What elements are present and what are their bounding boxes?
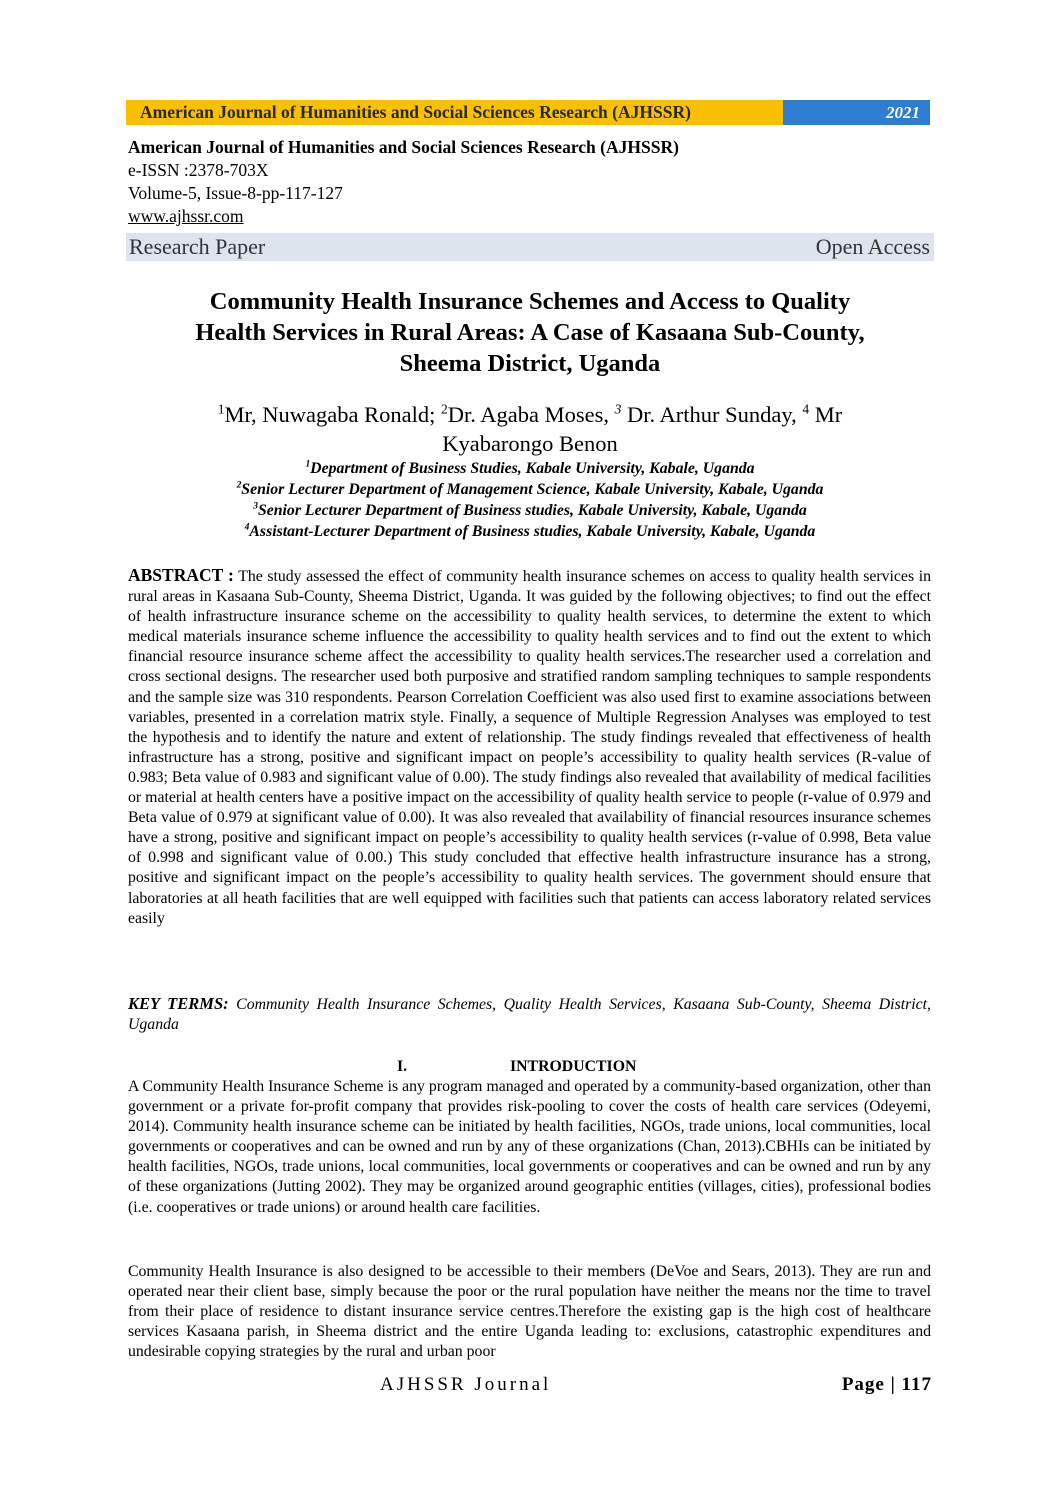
abstract-label: ABSTRACT :: [128, 565, 234, 585]
author-name: Mr, Nuwagaba Ronald;: [224, 402, 441, 427]
affiliation: [126, 479, 934, 500]
section-number: I.: [397, 1058, 408, 1075]
affiliation: [126, 521, 934, 542]
abstract-text: The study assessed the effect of community health insurance schemes on access to quality health services in rural areas in Kasaana Sub-County, Sheema District, Uganda. It was guided by the following objectives; to find out the effect of health infrastructure insurance scheme on the accessibility to quality health services, to determine the extent to which medical materials insurance scheme influence the accessibility to quality health services and to find out the extent to which financial resource insurance scheme affect the accessibility to quality health services.The researcher used a correlation and cross sectional designs. The researcher used both purposive and stratified random sampling techniques to sample respondents and the sample size was 310 respondents. Pearson Correlation Coefficient was also used first to examine associations between variables, presented in a correlation matrix style. Finally, a sequence of Multiple Regression Analyses was employed to test the hypothesis and to identify the nature and extent of relationship. The study findings revealed that effectiveness of health infrastructure has a strong, positive and significant impact on people’s accessibility to quality health services (R-value of 0.983; Beta value of 0.983 and significant value of 0.00). The study findings also revealed that availability of medical facilities or material at health centers have a positive impact on the accessibility of quality health service to people (r-value of 0.979 and Beta value of 0.979 at significant value of 0.00). It was also revealed that availability of financial resources insurance schemes have a strong, positive and significant impact on people’s accessibility to quality health services (r-value of 0.998, Beta value of 0.998 and significant value of 0.00.) This study concluded that effective health infrastructure insurance has a strong, positive and significant impact on the people’s accessibility to quality health services. The government should ensure that laboratories at all heath facilities that are well equipped with facilities such that patients can access laboratory related services easily: [128, 568, 931, 927]
abstract: [128, 565, 931, 929]
affiliation: [126, 500, 934, 521]
banner-journal-name: American Journal of Humanities and Social Sciences Research (AJHSSR): [126, 100, 783, 125]
affiliation-number: 3: [253, 501, 258, 512]
page-footer: [380, 1374, 932, 1396]
affiliation-text: Department of Business Studies, Kabale University, Kabale, Uganda: [310, 460, 755, 477]
author-name: Dr. Agaba Moses,: [447, 402, 615, 427]
author-number: 1: [217, 401, 225, 417]
journal-banner: [126, 100, 930, 125]
meta-website-link[interactable]: www.ajhssr.com: [128, 206, 244, 226]
affiliation-number: 1: [305, 459, 311, 470]
key-terms-text: Community Health Insurance Schemes, Quality Health Services, Kasaana Sub-County, Sheema District, Uganda: [128, 996, 931, 1034]
intro-paragraph: Community Health Insurance is also designed to be accessible to their members (DeVoe and Sears, 2013). They are run and operated near their client base, simply because the poor or the rural population have neither the means nor the time to travel from their place of residence to distant insurance service centres.Therefore the existing gap is the high cost of healthcare services Kasaana parish, in Sheema district and the entire Uganda leading to: exclusions, catastrophic expenditures and undesirable copying strategies by the rural and urban poor: [128, 1263, 931, 1361]
affiliation-text: Assistant-Lecturer Department of Business studies, Kabale University, Kabale, Uganda: [249, 523, 816, 540]
meta-journal-title: American Journal of Humanities and Social Sciences Research (AJHSSR): [128, 137, 679, 157]
author-number: 4: [802, 401, 810, 417]
affiliation-text: Senior Lecturer Department of Business studies, Kabale University, Kabale, Uganda: [257, 502, 807, 519]
paper-type-label: Research Paper: [129, 234, 266, 259]
author-list: [126, 400, 934, 458]
key-terms-label: KEY TERMS:: [128, 994, 229, 1013]
paper-title: [126, 286, 934, 379]
affiliation-text: Senior Lecturer Department of Management Science, Kabale University, Kabale, Uganda: [241, 481, 824, 498]
paper-type-bar: [126, 233, 934, 261]
author-name: Mr: [809, 402, 843, 427]
section-heading: [128, 1057, 931, 1077]
author-name-continued: Kyabarongo Benon: [442, 431, 618, 456]
journal-meta: [128, 136, 679, 228]
banner-year: 2021: [783, 100, 930, 125]
title-line: Community Health Insurance Schemes and Access to Quality: [209, 288, 851, 315]
footer-journal: AJHSSR Journal: [380, 1374, 552, 1395]
author-name: Dr. Arthur Sunday,: [621, 402, 803, 427]
affiliation: [126, 458, 934, 479]
affiliation-number: 2: [236, 480, 242, 491]
access-type-label: Open Access: [815, 234, 930, 259]
affiliation-number: 4: [244, 522, 250, 533]
intro-paragraph: A Community Health Insurance Scheme is any program managed and operated by a community-based organization, other than government or a private for-profit company that provides risk-pooling to cover the costs of health care services (Odeyemi, 2014). Community health insurance scheme can be initiated by health facilities, NGOs, trade unions, local communities, local governments or cooperatives and can be owned and run by any of these organizations (Chan, 2013).CBHIs can be initiated by health facilities, NGOs, trade unions, local communities, local governments or cooperatives and can be owned and run by any of these organizations (Jutting 2002). They may be organized around geographic entities (villages, cities), professional bodies (i.e. cooperatives or trade unions) or around health care facilities.: [128, 1078, 931, 1216]
section-title: INTRODUCTION: [510, 1058, 637, 1075]
page-number: Page | 117: [841, 1374, 932, 1395]
author-number: 2: [441, 401, 448, 417]
meta-volume: Volume-5, Issue-8-pp-117-127: [128, 183, 343, 203]
meta-issn: e-ISSN :2378-703X: [128, 160, 269, 180]
author-line: [126, 400, 934, 429]
title-line: Health Services in Rural Areas: A Case of Kasaana Sub-County,: [195, 319, 865, 346]
key-terms: [128, 994, 931, 1035]
affiliation-list: [126, 458, 934, 542]
title-line: Sheema District, Uganda: [399, 350, 661, 377]
author-number: 3: [614, 401, 622, 417]
